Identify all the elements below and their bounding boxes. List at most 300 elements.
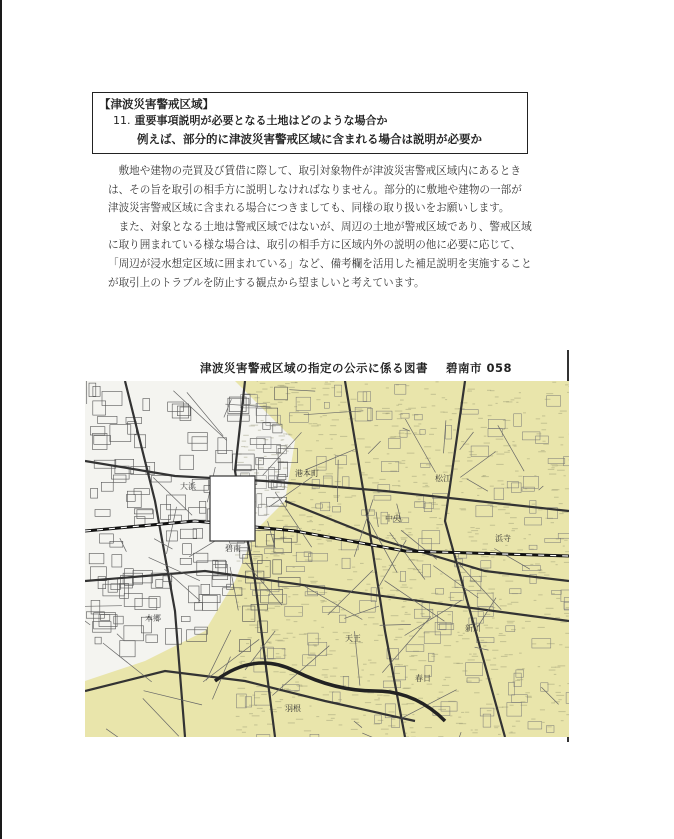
question-number: 11. [113, 114, 131, 127]
zone-mark [416, 496, 422, 497]
zone-mark [487, 710, 492, 711]
zone-mark [407, 703, 415, 704]
zone-mark [286, 619, 290, 620]
zone-mark [298, 612, 302, 613]
zone-mark [329, 650, 335, 651]
zone-mark [357, 438, 365, 439]
zone-mark [499, 633, 503, 634]
place-label: 港本町 [295, 469, 319, 478]
zone-mark [304, 633, 307, 634]
zone-mark [398, 629, 403, 630]
zone-mark [423, 483, 428, 484]
zone-mark [351, 399, 357, 400]
zone-mark [314, 620, 317, 621]
zone-mark [299, 515, 305, 516]
zone-mark [488, 504, 494, 505]
zone-mark [536, 418, 540, 419]
zone-mark [293, 594, 299, 595]
zone-mark [565, 647, 569, 648]
zone-mark [424, 446, 431, 447]
zone-mark [500, 605, 507, 606]
zone-mark [244, 457, 248, 458]
zone-mark [488, 415, 492, 416]
zone-mark [391, 719, 395, 720]
zone-mark [316, 716, 319, 717]
map-city-code: 碧南市 058 [446, 361, 513, 375]
zone-mark [280, 699, 283, 700]
zone-mark [258, 430, 261, 431]
zone-mark [323, 388, 330, 389]
zone-mark [469, 654, 472, 655]
zone-mark [338, 504, 342, 505]
zone-mark [275, 606, 281, 607]
zone-mark [469, 536, 474, 537]
zone-mark [288, 722, 295, 723]
zone-mark [525, 696, 531, 697]
zone-mark [490, 550, 495, 551]
zone-mark [461, 509, 466, 510]
zone-mark [543, 444, 549, 445]
question-text: 重要事項説明が必要となる土地はどのような場合か [134, 114, 388, 127]
zone-mark [267, 608, 275, 609]
zone-mark [552, 382, 556, 383]
zone-mark [294, 406, 297, 407]
zone-mark [474, 692, 479, 693]
zone-mark [475, 729, 478, 730]
zone-mark [383, 695, 389, 696]
zone-mark [554, 674, 557, 675]
zone-mark [366, 584, 370, 585]
zone-mark [512, 441, 514, 442]
zone-mark [542, 429, 547, 430]
zone-mark [362, 670, 364, 671]
question-box [92, 92, 528, 154]
zone-mark [420, 598, 424, 599]
zone-mark [239, 662, 242, 663]
zone-mark [338, 405, 340, 406]
zone-mark [559, 437, 564, 438]
zone-mark [377, 695, 383, 696]
zone-mark [270, 404, 277, 405]
zone-mark [503, 507, 509, 508]
zone-mark [406, 409, 412, 410]
zone-mark [517, 679, 523, 680]
place-label: 碧南 [225, 544, 241, 553]
zone-mark [433, 508, 440, 509]
zone-mark [389, 711, 395, 712]
zone-mark [352, 451, 356, 452]
zone-mark [257, 708, 263, 709]
zone-mark [549, 474, 556, 475]
zone-mark [510, 517, 517, 518]
zone-mark [324, 677, 328, 678]
zone-mark [559, 513, 563, 514]
zone-mark [318, 434, 323, 435]
zone-mark [283, 468, 288, 469]
zone-mark [413, 482, 417, 483]
zone-mark [552, 465, 558, 466]
zone-mark [448, 614, 451, 615]
zone-mark [265, 566, 268, 567]
zone-mark [543, 441, 546, 442]
zone-mark [323, 694, 329, 695]
zone-mark [330, 676, 336, 677]
zone-mark [503, 401, 509, 402]
zone-mark [442, 685, 449, 686]
zone-mark [238, 580, 242, 581]
zone-mark [527, 458, 530, 459]
zone-mark [296, 719, 303, 720]
zone-mark [467, 391, 472, 392]
zone-mark [509, 523, 514, 524]
zone-mark [313, 423, 318, 424]
zone-mark [381, 729, 389, 730]
zone-mark [254, 560, 257, 561]
zone-mark [242, 441, 246, 442]
zone-mark [486, 660, 491, 661]
zone-mark [241, 473, 248, 474]
zone-mark [272, 629, 279, 630]
zone-mark [505, 513, 510, 514]
zone-mark [502, 575, 509, 576]
zone-mark [444, 645, 451, 646]
zone-mark [496, 464, 503, 465]
zone-mark [254, 697, 260, 698]
zone-mark [365, 590, 368, 591]
zone-mark [385, 733, 388, 734]
zone-mark [280, 672, 286, 673]
zone-mark [467, 460, 472, 461]
zone-mark [468, 532, 472, 533]
zone-mark [468, 389, 475, 390]
zone-mark [374, 699, 379, 700]
zone-mark [337, 392, 343, 393]
zone-mark [403, 601, 407, 602]
zone-mark [538, 509, 542, 510]
zone-mark [426, 464, 430, 465]
zone-mark [479, 680, 482, 681]
zone-mark [565, 488, 569, 489]
zone-mark [402, 607, 404, 608]
place-label: 新川 [465, 624, 481, 633]
zone-mark [327, 507, 331, 508]
zone-mark [401, 539, 406, 540]
zone-mark [318, 543, 324, 544]
zone-mark [538, 666, 540, 667]
zone-mark [399, 463, 405, 464]
zone-mark [461, 441, 464, 442]
zone-mark [412, 684, 414, 685]
zone-mark [307, 516, 313, 517]
zone-mark [556, 692, 561, 693]
zone-mark [551, 561, 556, 562]
zone-mark [275, 471, 280, 472]
zone-mark [324, 384, 331, 385]
zone-mark [408, 408, 416, 409]
zone-mark [325, 382, 328, 383]
zone-mark [246, 578, 249, 579]
zone-mark [432, 654, 438, 655]
zone-mark [532, 643, 536, 644]
zone-mark [538, 569, 543, 570]
zone-mark [470, 454, 477, 455]
zone-mark [481, 427, 487, 428]
zone-mark [256, 572, 262, 573]
zone-mark [556, 564, 558, 565]
zone-mark [387, 676, 393, 677]
zone-mark [471, 540, 477, 541]
zone-mark [524, 538, 527, 539]
zone-mark [264, 456, 267, 457]
zone-mark [271, 437, 274, 438]
zone-mark [459, 508, 465, 509]
zone-mark [566, 616, 569, 617]
zone-mark [558, 711, 565, 712]
zone-mark [390, 590, 398, 591]
zone-mark [291, 479, 296, 480]
zone-mark [311, 582, 317, 583]
zone-mark [551, 464, 558, 465]
zone-mark [461, 492, 463, 493]
zone-mark [273, 634, 281, 635]
zone-mark [422, 555, 425, 556]
zone-mark [387, 453, 390, 454]
zone-mark [545, 399, 551, 400]
zone-mark [504, 452, 510, 453]
zone-mark [376, 704, 382, 705]
zone-mark [569, 386, 570, 387]
zone-mark [395, 411, 403, 412]
place-label: 本郷 [145, 614, 161, 623]
zone-mark [551, 667, 556, 668]
zone-mark [544, 614, 551, 615]
zone-mark [238, 688, 246, 689]
zone-mark [444, 679, 447, 680]
zone-mark [555, 667, 561, 668]
zone-mark [318, 467, 326, 468]
place-label: 羽根 [285, 704, 301, 713]
zone-mark [534, 600, 537, 601]
zone-mark [292, 664, 297, 665]
zone-mark [519, 392, 521, 393]
zone-mark [481, 640, 485, 641]
zone-mark [469, 586, 475, 587]
zone-mark [353, 571, 357, 572]
zone-mark [445, 549, 448, 550]
zone-mark [410, 727, 414, 728]
zone-mark [511, 602, 519, 603]
zone-mark [238, 650, 243, 651]
zone-mark [424, 388, 428, 389]
zone-mark [345, 497, 353, 498]
zone-mark [404, 665, 409, 666]
zone-mark [265, 611, 269, 612]
zone-mark [532, 504, 536, 505]
zone-mark [380, 588, 383, 589]
question-line [113, 112, 521, 130]
zone-mark [567, 392, 569, 393]
zone-mark [253, 551, 260, 552]
zone-mark [307, 521, 313, 522]
zone-mark [547, 684, 554, 685]
zone-mark [298, 404, 304, 405]
zone-mark [282, 439, 285, 440]
zone-mark [319, 524, 324, 525]
zone-mark [287, 451, 289, 452]
zone-mark [355, 409, 362, 410]
zone-mark [261, 420, 264, 421]
zone-mark [287, 484, 291, 485]
zone-mark [458, 717, 461, 718]
zone-mark [322, 669, 328, 670]
zone-mark [240, 656, 245, 657]
question-example: 例えば、部分的に津波災害警戒区域に含まれる場合は説明が必要か [137, 132, 482, 146]
zone-mark [497, 694, 500, 695]
zone-mark [498, 480, 504, 481]
place-label: 中央 [385, 514, 401, 523]
zone-mark [436, 524, 443, 525]
zone-mark [263, 439, 268, 440]
zone-mark [325, 448, 333, 449]
zone-mark [438, 709, 446, 710]
zone-mark [357, 677, 362, 678]
zone-mark [496, 439, 504, 440]
zone-mark [505, 654, 508, 655]
zone-mark [239, 588, 246, 589]
zone-mark [351, 656, 356, 657]
zone-mark [558, 413, 562, 414]
zone-mark [379, 479, 385, 480]
zone-mark [403, 722, 406, 723]
zone-mark [390, 471, 397, 472]
zone-mark [326, 720, 333, 721]
zone-mark [389, 565, 396, 566]
zone-mark [374, 425, 378, 426]
zone-mark [551, 467, 554, 468]
zone-mark [511, 629, 516, 630]
zone-mark [352, 694, 359, 695]
zone-mark [482, 476, 484, 477]
zone-mark [408, 532, 411, 533]
zone-mark [491, 669, 498, 670]
zone-mark [522, 668, 525, 669]
zone-mark [395, 659, 399, 660]
zone-mark [365, 702, 371, 703]
zone-mark [333, 668, 338, 669]
zone-mark [243, 677, 247, 678]
zone-mark [431, 428, 437, 429]
zone-mark [297, 401, 300, 402]
zone-mark [511, 732, 513, 733]
zone-mark [529, 534, 531, 535]
zone-mark [453, 663, 459, 664]
zone-mark [269, 643, 272, 644]
zone-mark [401, 621, 405, 622]
zone-mark [445, 677, 451, 678]
zone-mark [481, 556, 489, 557]
zone-mark [319, 592, 327, 593]
zone-mark [501, 666, 507, 667]
zone-mark [514, 446, 517, 447]
place-label: 天王 [345, 634, 361, 643]
zone-mark [417, 622, 422, 623]
zone-mark [382, 408, 390, 409]
zone-mark [365, 462, 371, 463]
zone-mark [250, 404, 258, 405]
zone-mark [310, 653, 315, 654]
zone-mark [270, 387, 273, 388]
zone-mark [488, 589, 495, 590]
zone-mark [378, 720, 384, 721]
zone-mark [312, 486, 319, 487]
zone-mark [425, 727, 432, 728]
zone-mark [411, 732, 416, 733]
zone-mark [293, 567, 295, 568]
answer-text [108, 162, 532, 292]
zone-mark [402, 460, 406, 461]
zone-mark [485, 551, 488, 552]
zone-mark [557, 470, 565, 471]
zone-mark [394, 639, 398, 640]
zone-mark [517, 549, 523, 550]
zone-mark [374, 640, 379, 641]
zone-mark [268, 642, 272, 643]
zone-mark [246, 643, 249, 644]
zone-mark [382, 566, 386, 567]
zone-mark [339, 724, 343, 725]
zone-mark [370, 674, 375, 675]
zone-mark [326, 540, 332, 541]
zone-mark [282, 587, 288, 588]
zone-mark [251, 619, 254, 620]
zone-mark [409, 656, 414, 657]
zone-mark [560, 411, 567, 412]
zone-mark [351, 719, 358, 720]
zone-mark [512, 726, 516, 727]
zone-mark [453, 469, 458, 470]
zone-mark [431, 394, 436, 395]
zone-mark [418, 423, 421, 424]
zone-mark [445, 399, 447, 400]
zone-mark [408, 559, 414, 560]
zone-mark [488, 405, 492, 406]
zone-mark [492, 607, 495, 608]
zone-mark [340, 436, 347, 437]
zone-mark [248, 450, 255, 451]
zone-mark [304, 730, 311, 731]
zone-mark [436, 381, 439, 382]
zone-mark [559, 644, 562, 645]
zone-mark [289, 415, 292, 416]
zone-mark [559, 503, 563, 504]
map-caption [200, 360, 512, 376]
zone-mark [372, 482, 379, 483]
zone-mark [564, 562, 569, 563]
zone-mark [307, 657, 312, 658]
zone-mark [373, 623, 379, 624]
zone-mark [537, 433, 542, 434]
zone-mark [440, 573, 442, 574]
zone-mark [501, 484, 504, 485]
zone-mark [542, 415, 545, 416]
zone-mark [388, 463, 391, 464]
zone-mark [505, 545, 507, 546]
zone-mark [395, 637, 402, 638]
zone-mark [556, 598, 560, 599]
zone-mark [473, 654, 477, 655]
zone-mark [421, 407, 427, 408]
zone-mark [262, 389, 267, 390]
